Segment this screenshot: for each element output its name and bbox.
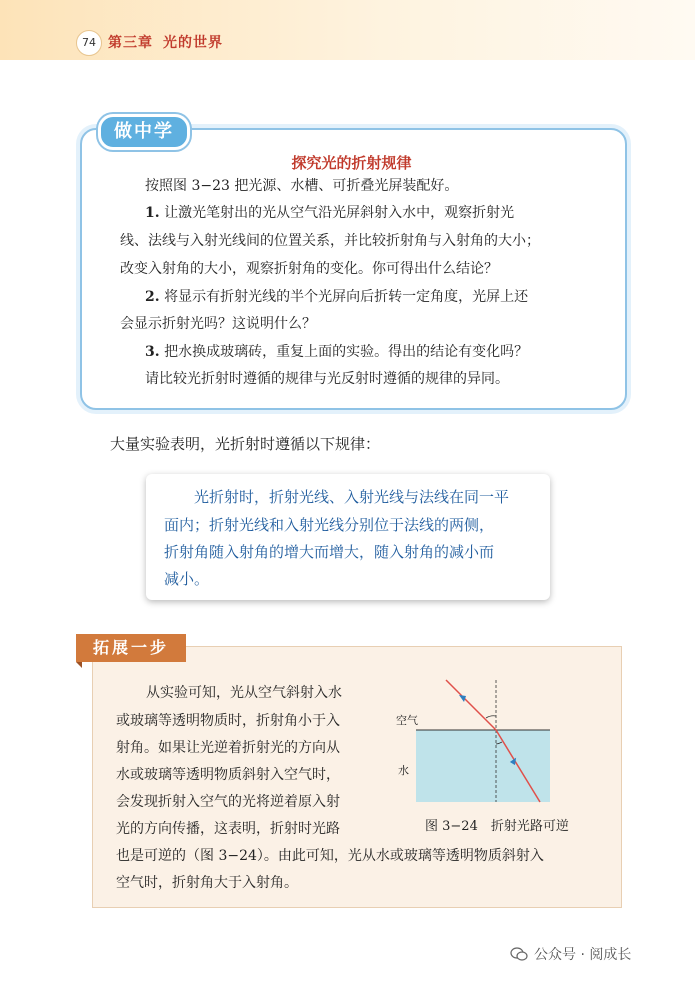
page-number: 74 — [76, 30, 102, 56]
item-number: 2. — [145, 289, 160, 305]
extension-line: 也是可逆的（图 3−24）。由此可知，光从水或玻璃等透明物质斜射入 — [116, 848, 544, 864]
activity-line: 请比较光折射时遵循的规律与光反射时遵循的规律的异同。 — [145, 371, 509, 387]
air-label: 空气 — [396, 714, 418, 727]
item-number: 3. — [145, 344, 160, 360]
activity-line: 3. 把水换成玻璃砖，重复上面的实验。得出的结论有变化吗？ — [145, 344, 529, 360]
rule-line: 面内；折射光线和入射光线分别位于法线的两侧， — [164, 516, 495, 534]
activity-line: 线、法线与入射光线间的位置关系，并比较折射角与入射角的大小； — [120, 233, 540, 249]
chapter-heading — [108, 32, 223, 52]
activity-line: 会显示折射光吗？这说明什么？ — [120, 316, 316, 332]
extension-line: 射角。如果让光逆着折射光的方向从 — [116, 740, 340, 756]
angle-arc-top — [486, 716, 496, 718]
extension-line: 从实验可知，光从空气斜射入水 — [146, 685, 342, 701]
water-label: 水 — [398, 764, 409, 777]
activity-line: 2. 将显示有折射光线的半个光屏向后折转一定角度，光屏上还 — [145, 289, 529, 305]
extension-line: 或玻璃等透明物质时，折射角小于入 — [116, 713, 340, 729]
chapter-number: 第三章 — [108, 35, 153, 51]
watermark-text: 公众号 · 阅成长 — [534, 947, 632, 963]
rule-line: 光折射时，折射光线、入射光线与法线在同一平 — [194, 488, 510, 506]
activity-line: 1. 让激光笔射出的光从空气沿光屏斜射入水中，观察折射光 — [145, 205, 515, 221]
refraction-figure — [390, 676, 560, 804]
figure-caption: 图 3−24 折射光路可逆 — [425, 819, 569, 834]
item-number: 1. — [145, 205, 160, 221]
extension-line: 会发现折射入空气的光将逆着原入射 — [116, 794, 340, 810]
chapter-title: 光的世界 — [163, 35, 223, 51]
extension-line: 空气时，折射角大于入射角。 — [116, 875, 298, 891]
activity-line: 按照图 3−23 把光源、水槽、可折叠光屏装配好。 — [145, 178, 459, 194]
water-region — [416, 730, 550, 802]
rule-line: 减小。 — [164, 570, 210, 588]
extension-line: 水或玻璃等透明物质斜射入空气时， — [116, 767, 340, 783]
page-header — [0, 0, 695, 60]
extension-tab: 拓展一步 — [76, 634, 186, 662]
intro-text: 大量实验表明，光折射时遵循以下规律： — [110, 435, 381, 453]
rule-line: 折射角随入射角的增大而增大，随入射角的减小而 — [164, 543, 495, 561]
watermark — [510, 944, 631, 964]
wechat-icon — [510, 947, 528, 961]
activity-line: 改变入射角的大小，观察折射角的变化。你可得出什么结论？ — [120, 261, 498, 277]
incident-ray — [446, 680, 496, 730]
activity-tab: 做中学 — [98, 114, 190, 150]
activity-title: 探究光的折射规律 — [291, 154, 412, 172]
extension-line: 光的方向传播，这表明，折射时光路 — [116, 821, 340, 837]
arrow-icon — [459, 695, 466, 702]
